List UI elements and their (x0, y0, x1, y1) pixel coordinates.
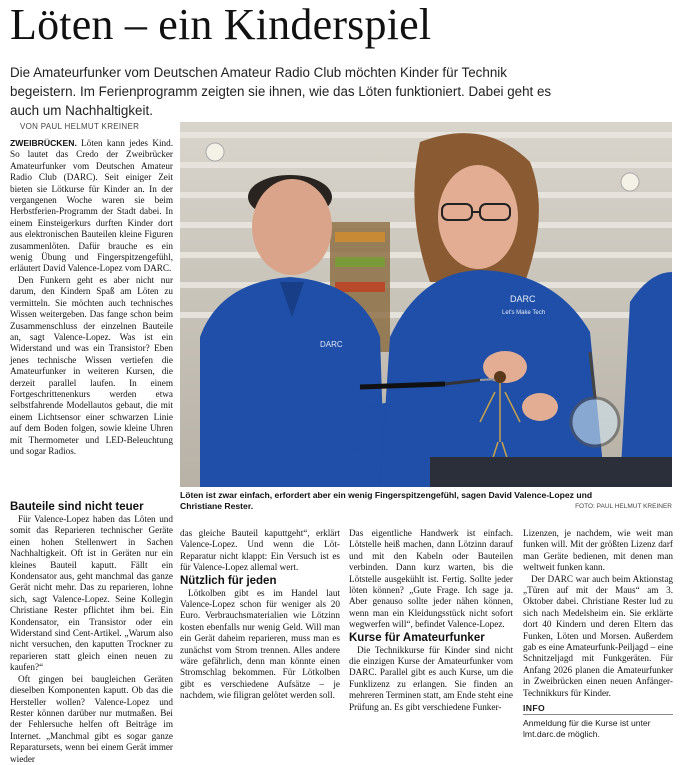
paragraph: Lizenzen, je nachdem, wie weit man funken will. Mit der größten Lizenz darf man Geräte bedienen, mit denen man weltweit funken kann. (523, 528, 673, 573)
column-1-top (10, 138, 173, 457)
photo-credit: FOTO: PAUL HELMUT KREINER (575, 503, 672, 510)
photo-caption: Löten ist zwar einfach, erfordert aber ein wenig Fingerspitzengefühl, sagen David Valence-Lopez und Christiane Rester. (180, 490, 593, 511)
paragraph: Oft gingen bei baugleichen Geräten dieselben Komponenten kaputt. Ob das die Hersteller wollen? Valence-Lopez und Rester können darüber nur mutmaßen. Bei der Fehlersuche helfen oft Beiträge im Internet. „Manchmal gibt es sogar ganze Reparatursets, wenn bei einem Gerät immer wieder (10, 673, 173, 764)
paragraph: Das eigentliche Handwerk ist einfach. Lötstelle heiß machen, dann Lötzinn darauf und mit den Kabeln oder Bauteilen verbinden. Dann kurz warten, bis die Lötstelle ausgekühlt ist. Fertig. Sollte jeder löten können? „Gute Frage. Ich sage ja. Aber genauso sollte jeder nähen können, wenn man ein Kleidungsstück nicht sofort wegwerfen will“, befindet Valence-Lopez. (349, 528, 513, 630)
byline: VON PAUL HELMUT KREINER (20, 122, 140, 131)
dateline: ZWEIBRÜCKEN. (10, 138, 77, 148)
info-box (523, 703, 673, 740)
subhead: Bauteile sind nicht teuer (10, 501, 144, 513)
paragraph: Der DARC war auch beim Aktionstag „Türen auf mit der Maus“ am 3. Oktober dabei. Christiane Rester lud zu sich nach Medelsheim ein. Sie erklärte dort 40 Kindern und deren Eltern das Funken, Löten und Morsen. Außerdem gab es eine Amateurfunk-Peiljagd – eine Schnitzeljagd mit Funkgeräten. Für Anfang 2026 planen die Amateurfunker in Zweibrücken einen neuen Anfänger-Technikkurs für Kinder. (523, 573, 673, 698)
shirt-slogan-text: Let's Make Tech (502, 310, 546, 316)
headline: Löten – ein Kinderspiel (10, 0, 432, 49)
paragraph: das gleiche Bauteil kaputtgeht“, erklärt Valence-Lopez. Und wenn die Löt-Reparatur nicht klappt: Ein Versuch ist es für Valence-Lopez allemal wert. (180, 528, 340, 573)
info-title: INFO (523, 703, 673, 715)
paragraph: Für Valence-Lopez haben das Löten und somit das Reparieren technischer Geräte einen hohen Stellenwert in Sachen Nachhaltigkeit. Oft ist in Geräten nur ein kleines Bauteil kaputt. Fällt ein Kondensator aus, geht manchmal das ganze Gerät nicht mehr. Das zu reparieren, lohne sich, sagt Valence-Lopez. Seine Kollegin Christiane Rester pflichtet ihm bei. Ein Kondensator, ein Transistor oder ein Widerstand sind Cent-Artikel. „Warum also nicht versuchen, den kaputten Trockner zu reparieren statt gleich einen neuen zu kaufen?“ (10, 514, 173, 673)
paragraph: Lötkolben gibt es im Handel laut Valence-Lopez schon für weniger als 20 Euro. Verbrauchsmaterialien wie Lötzinn kosten ebenfalls nur wenig Geld. Will man ein Gerät daheim reparieren, muss man es zunächst vom Strom trennen. Alles andere wäre gefährlich, denn man könnte einen Stromschlag bekommen. Für Lötkolben gibt es verschiedene Aufsätze – je nachdem, wie filigran gelötet werden soll. (180, 587, 340, 701)
photo-illustration (180, 122, 672, 487)
shirt-logo-text: DARC (510, 294, 536, 304)
column-2 (180, 528, 340, 702)
column-1-bottom (10, 500, 173, 765)
paragraph: Den Funkern geht es aber nicht nur darum, den Kindern Spaß am Löten zu vermitteln. Sie möchten auch technisches Wissen weitergeben. Das fange schon beim Zusammenschluss der einzelnen Bauteile an, sagt Valence-Lopez. Was ist ein Widerstand und was ein Transistor? Eben jenes technische Wissen vertiefen die Amateurfunker in weiteren Kursen, die derzeit parallel laufen. In einem Fortgeschrittenenkurs werden etwa selbstfahrende Modellautos gebaut, die mit einem Lichtsensor einer schwarzen Linie auf dem Boden folgen, sowie kleine Uhren mit Thermometer und LED-Beleuchtung und sogar Radios. (10, 274, 173, 456)
subhead: Nützlich für jeden (180, 574, 277, 587)
svg-text:DARC: DARC (320, 340, 343, 349)
article-photo (180, 122, 672, 487)
lead-paragraph: Die Amateurfunker vom Deutschen Amateur Radio Club möchten Kinder für Technik begeistern. Im Ferienprogramm zeigten sie ihnen, wie das Löten funktioniert. Dabei geht es auch um Nachhaltigkeit. (10, 65, 552, 118)
info-text: Anmeldung für die Kurse ist unter lmt.darc.de möglich. (523, 718, 651, 739)
paragraph: Die Technikkurse für Kinder sind nicht die einzigen Kurse der Amateurfunker vom DARC. Parallel gibt es auch Kurse, um die Funklizenz zu erlangen. Sie finden an mehreren Terminen statt, am Ende steht eine Prüfung an. Es gibt verschiedene Funker- (349, 644, 513, 712)
column-4 (523, 528, 673, 699)
subhead: Kurse für Amateurfunker (349, 631, 485, 644)
paragraph (10, 138, 173, 275)
paragraph-text: Löten kann jedes Kind. So lautet das Credo der Zweibrücker Amateurfunker vom Deutschen Amateur Radio Club (DARC). Seit einiger Zeit bieten sie Lötkurse für Kinder an. In der vergangenen Woche waren sie beim Herbstferien-Programm der Stadt dabei. In einem Einsteigerkurs durften Kinder dort aus elektronischen Bauteilen kleine Figuren zusammenlöten. Dafür brauche es ein wenig Übung und Fingerspitzengefühl, erläutert David Valence-Lopez vom DARC. (10, 138, 173, 274)
column-3 (349, 528, 513, 713)
